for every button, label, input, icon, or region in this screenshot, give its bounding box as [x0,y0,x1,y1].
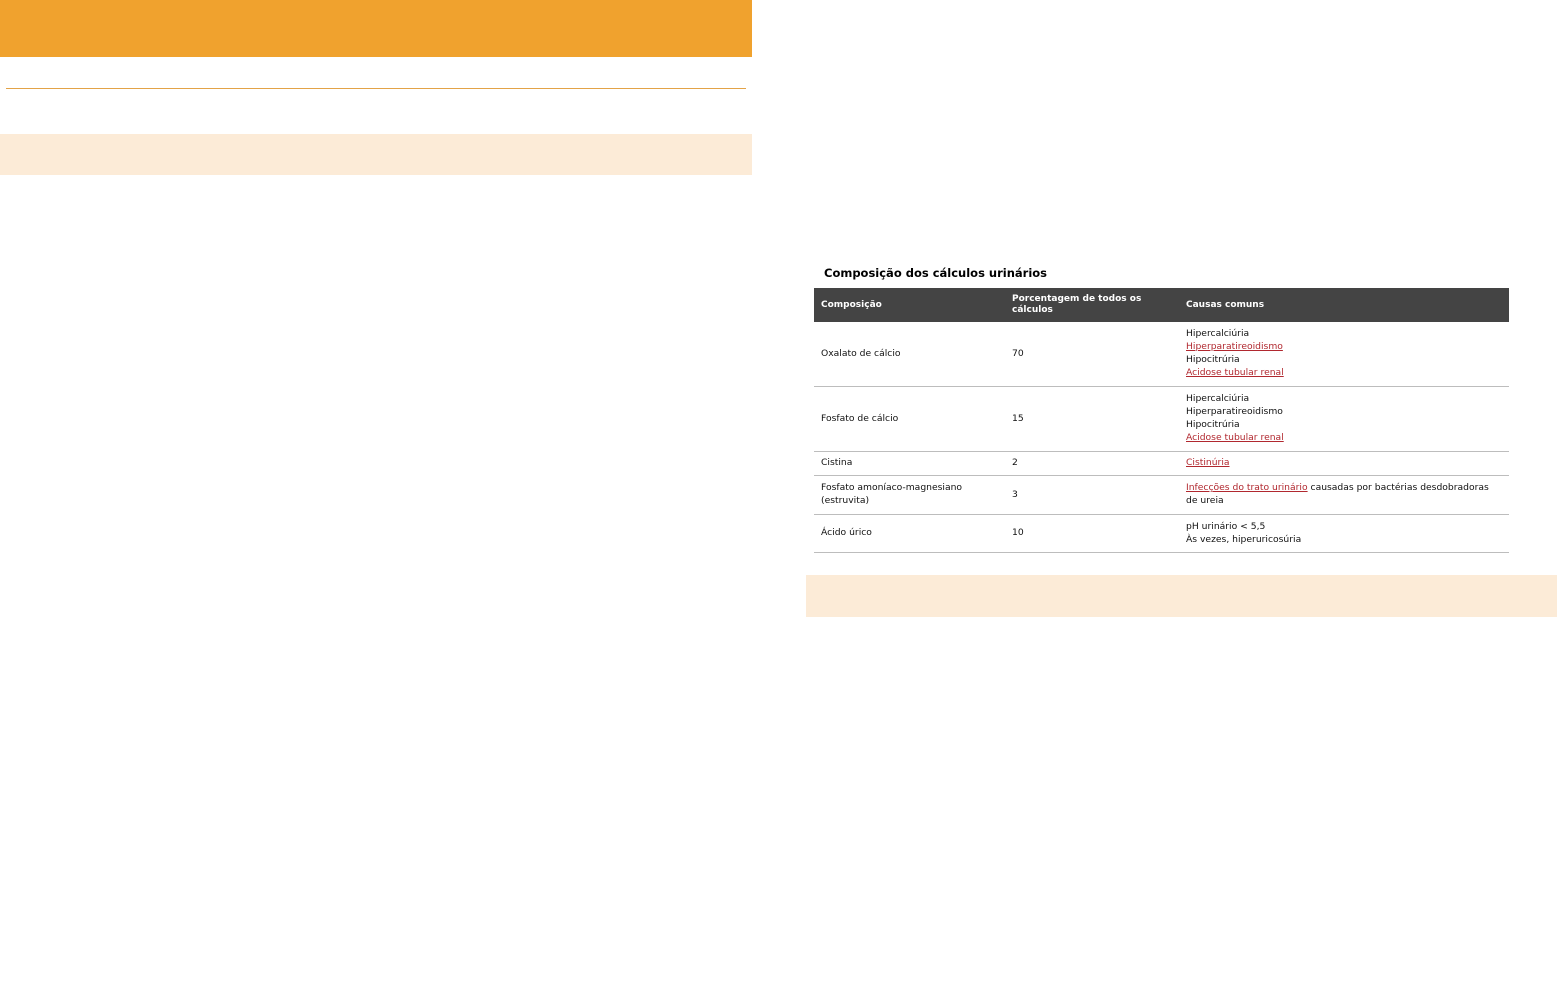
cell-composition: Ácido úrico [814,515,1005,553]
cell-composition: Fosfato de cálcio [814,387,1005,452]
cause-text: Às vezes, hiperuricosúria [1186,533,1302,545]
left-section-band [0,134,752,175]
cell-composition: Cistina [814,452,1005,476]
cause-text: Hiperparatireoidismo [1186,406,1283,418]
left-divider [6,88,746,89]
cause-text: Hipocitrúria [1186,419,1240,430]
composition-table-section [814,264,1509,553]
cell-causes [1179,476,1509,515]
cause-link-acidose-tubular-renal[interactable]: Acidose tubular renal [1186,431,1284,443]
cause-text: Hipercalciúria [1186,393,1250,405]
header-percentage: Porcentagem de todos os cálculos [1005,288,1179,322]
cell-causes [1179,515,1509,553]
cell-causes [1179,322,1509,387]
header-causes: Causas comuns [1179,288,1509,322]
cause-link-hiperparatireoidismo[interactable]: Hiperparatireoidismo [1186,341,1283,353]
table-row [814,452,1509,476]
cell-percentage: 10 [1005,515,1179,553]
table-row [814,322,1509,387]
header-composition: Composição [814,288,1005,322]
table-row [814,515,1509,553]
cause-text: Hipocitrúria [1186,354,1240,365]
composition-table [814,288,1509,553]
cause-text: pH urinário < 5,5 [1186,520,1266,532]
cause-text: causadas por bactérias desdobradoras de ureia [1186,482,1489,506]
cell-percentage: 15 [1005,387,1179,452]
cell-composition: Oxalato de cálcio [814,322,1005,387]
cell-percentage: 3 [1005,476,1179,515]
cell-causes [1179,452,1509,476]
cause-link-infeccoes-trato-urinario[interactable]: Infecções do trato urinário [1186,482,1308,494]
left-header-band [0,0,752,57]
cell-causes [1179,387,1509,452]
table-row [814,476,1509,515]
cause-link-cistinuria[interactable]: Cistinúria [1186,457,1230,469]
cause-text: Hipercalciúria [1186,328,1250,340]
cell-percentage: 70 [1005,322,1179,387]
right-section-band [806,575,1557,617]
cell-percentage: 2 [1005,452,1179,476]
cause-link-acidose-tubular-renal[interactable]: Acidose tubular renal [1186,366,1284,378]
table-header-row [814,288,1509,322]
table-title: Composição dos cálculos urinários [824,266,1048,280]
cell-composition: Fosfato amoníaco-magnesiano (estruvita) [814,476,1005,515]
table-row [814,387,1509,452]
